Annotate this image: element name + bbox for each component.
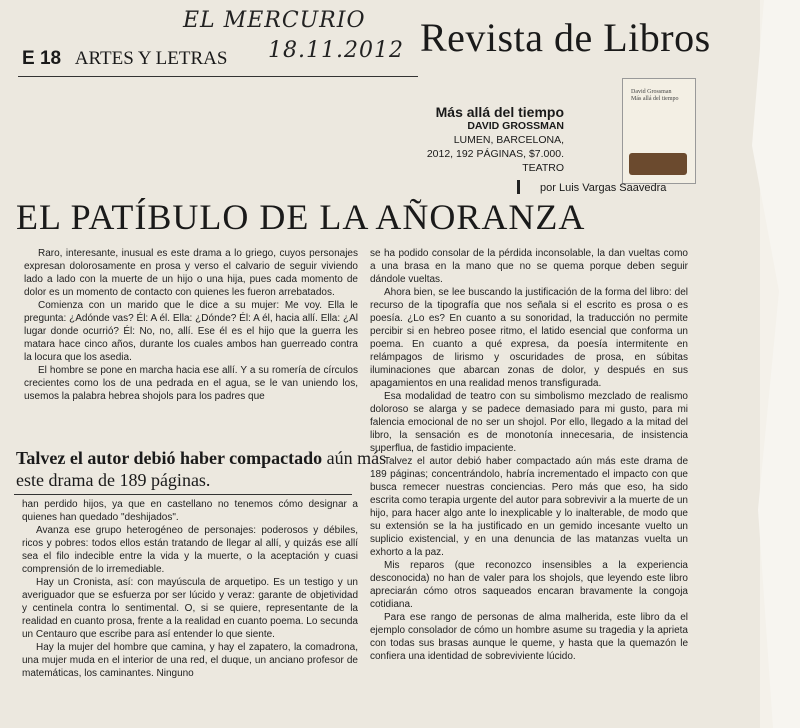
pull-quote-rule <box>14 494 352 495</box>
column-left-top <box>24 247 358 403</box>
section-name: ARTES Y LETRAS <box>74 48 228 69</box>
book-genre: TEATRO <box>522 162 564 174</box>
byline-marker <box>517 180 520 194</box>
paragraph: El hombre se pone en marcha hacia ese allí. Y a su romería de círculos crecientes como los de una pedrada en el agua, se le van uniendo los, usemos la palabra hebrea shojols para los padres que <box>24 365 358 402</box>
paragraph: Talvez el autor debió haber compactado aún más este drama de 189 páginas; concentrándolo, habría incrementado el impacto con que busca remecer nuestras conciencias. Pero más que eso, ha sido escrita como terapia urgente del autor para sobrevivir a la muerte de un hijo, para hacer algo ante lo inexplicable y lo inalterable, de modo que su extensión se la ha justificado en un gemido incesante vuelto un suplicio existencial, y en una denuncia de las matanzas vuelta un exhorto a la paz. <box>370 456 688 558</box>
pull-quote <box>16 447 416 491</box>
section-header <box>22 48 227 70</box>
paragraph: se ha podido consolar de la pérdida inconsolable, la dan vueltas como a una brasa en la mano que no se quema porque deben seguir dándole vueltas. <box>370 248 688 285</box>
byline: por Luis Vargas Saavedra <box>540 182 667 194</box>
header-rule <box>18 76 418 77</box>
pull-quote-rest: aún más este drama de 189 páginas. <box>16 448 387 490</box>
column-right <box>370 247 688 663</box>
page-number: E 18 <box>22 48 62 69</box>
book-author: DAVID GROSSMAN <box>467 120 564 132</box>
paragraph: Raro, interesante, inusual es este drama a lo griego, cuyos personajes expresan dolorosamente en prosa y verso el calvario de seguir viviendo lado a lado con la muerte de un hijo o una hija, pues cada momento de dolor es un momento de contacto con quienes les fueron arrebatados. <box>24 248 358 298</box>
book-details: 2012, 192 PÁGINAS, $7.000. <box>426 148 564 160</box>
paragraph: Hay la mujer del hombre que camina, y hay el zapatero, la comadrona, una mujer muda en el interior de una red, el duque, un anciano profesor de matemáticas, los caminantes. Ninguno <box>22 642 358 679</box>
paragraph: Hay un Cronista, así: con mayúscula de arquetipo. Es un testigo y un averiguador que se esfuerza por ser lúcido y veraz: garante de objetividad y centinela contra lo sentimental. O, si se quiere, representante de la realidad en cuanto prosa, frente a la realidad en cuanto poema. Lo secunda un Centauro que escribe para así entender lo que siente. <box>22 577 358 640</box>
book-publisher: LUMEN, BARCELONA, <box>453 134 564 146</box>
supplement-title: Revista de Libros <box>420 15 711 60</box>
article-headline: EL PATÍBULO DE LA AÑORANZA <box>16 197 586 237</box>
suitcase-illustration <box>629 153 687 175</box>
paragraph: Ahora bien, se lee buscando la justificación de la forma del libro: del recurso de la tipografía que nos señala si el escrito es prosa o es poesía. ¿Lo es? En cuanto a su sonoridad, la traducción no permite percibir si en hebreo posee ritmo, el latido esencial que conforma un poema. En cuanto a qué expresa, da poesía intermitente en relámpagos de lirismo y oscuridades de prosa, en súbitas iluminaciones que abarcan zonas de dolor, y después en sus apagamientos en una realidad menos transfigurada. <box>370 287 688 389</box>
paragraph: Esa modalidad de teatro con su simbolismo mezclado de realismo doloroso se alarga y se padece demasiado para mi gusto, para mi falencia emocional de no ser un shojol. Por ello, llegado a la mitad del libro, la sensación es de monotonía innecesaria, de insistencia superflua, de fastidio impaciente. <box>370 391 688 454</box>
paragraph: Comienza con un marido que le dice a su mujer: Me voy. Ella le pregunta: ¿Adónde vas? Él: A él. Ella: ¿Dónde? Él: A él, hacia allí. Ella: ¿Al lugar donde ocurrió? Él: No, no, allí. Ese él es el hijo que la guerra les matara hace cinco años, durante los cuales ambos han guerreado contra la locura que los asedia. <box>24 300 358 363</box>
handwritten-paper-name: EL MERCURIO <box>183 8 366 33</box>
column-left-bottom <box>22 498 358 680</box>
handwritten-date: 18.11.2012 <box>268 38 404 63</box>
book-cover-image <box>622 78 696 184</box>
cover-text: David Grossman Más allá del tiempo <box>631 89 679 102</box>
book-info <box>427 105 564 175</box>
paragraph: han perdido hijos, ya que en castellano no tenemos cómo designar a quienes han quedado "deshijados". <box>22 499 358 523</box>
paragraph: Para ese rango de personas de alma malherida, este libro da el ejemplo consolador de cómo un hombre asume su tragedia y la aprieta con todas sus brasas aunque le queme, y hasta que la quemazón le confiera una identidad de sobreviviente lúcido. <box>370 612 688 662</box>
paragraph: Mis reparos (que reconozco insensibles a la experiencia desconocida) no han de valer para los shojols, que leyendo este libro apreciarán cómo otros saqueados encaran bravamente la congoja cotidiana. <box>370 560 688 610</box>
pull-quote-bold: Talvez el autor debió haber compactado <box>16 448 323 468</box>
paragraph: Avanza ese grupo heterogéneo de personajes: poderosos y débiles, ricos y pobres: todos ellos están tratando de llegar al allí, y quizás ese allí sea el filo indecible entre la vida y la muerte, o la aceptación y cuasi comprensión de lo irremediable. <box>22 525 358 575</box>
book-title: Más allá del tiempo <box>435 104 564 120</box>
